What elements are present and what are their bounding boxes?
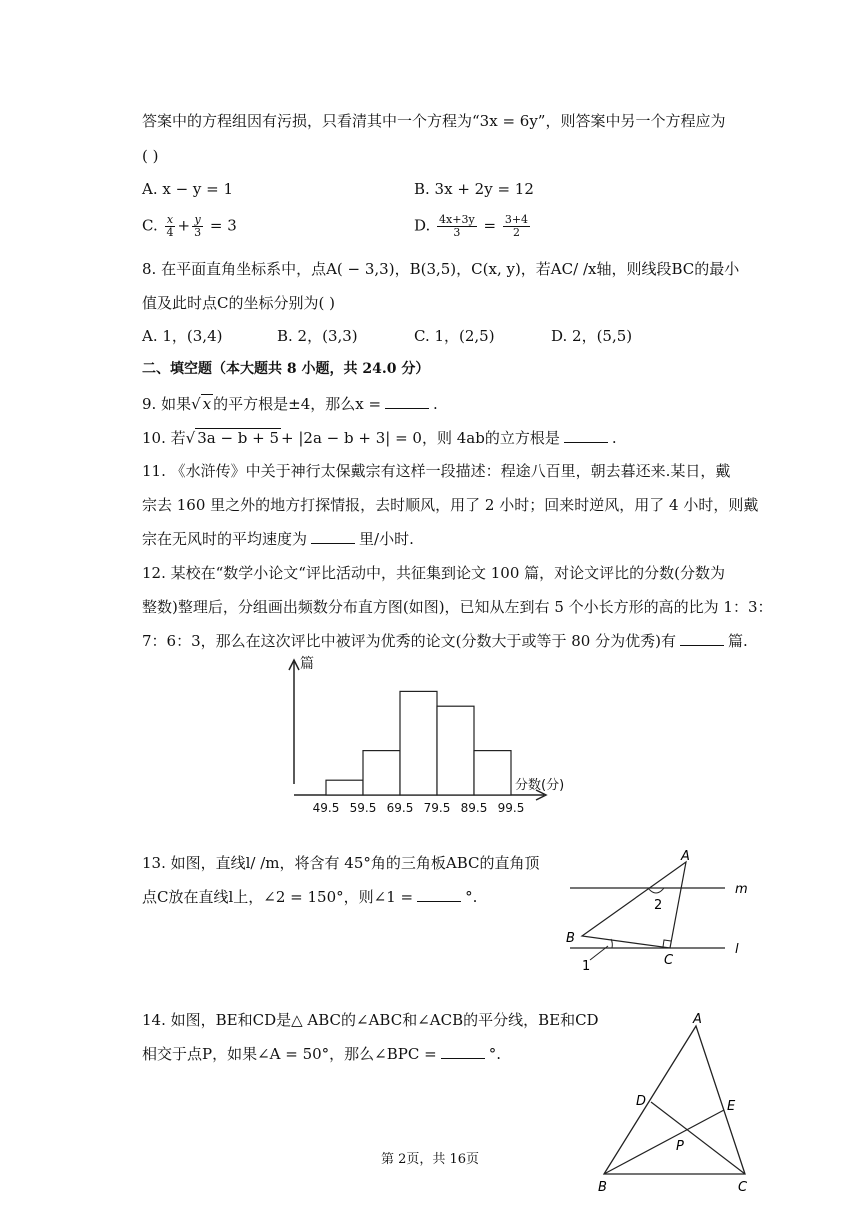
q7-option-d-eq: =	[483, 216, 497, 235]
q7-line1: 答案中的方程组因有污损，只看清其中一个方程为“3x = 6y”，则答案中另一个方程应为	[142, 112, 726, 130]
q13-line1: 13. 如图，直线l/ /m，将含有 45°角的三角板ABC的直角顶	[142, 854, 540, 872]
label-b: B	[598, 1180, 607, 1195]
q8-line2: 值及此时点C的坐标分别为( )	[142, 294, 335, 312]
label-1: 1	[582, 959, 591, 973]
histogram-bar-3	[400, 691, 437, 795]
q10-pre: 10. 若	[142, 429, 186, 447]
q13-line2	[142, 886, 477, 908]
q13-answer-blank	[417, 887, 461, 902]
q7-option-c-tail: = 3	[209, 216, 237, 235]
q11-line3-pre: 宗在无风时的平均速度为	[142, 530, 308, 548]
x-axis-label: 分数(分)	[515, 778, 565, 793]
triangle-abc	[582, 862, 686, 948]
q9-post: 的平方根是±4，那么x =	[213, 395, 382, 413]
frequency-histogram	[282, 652, 582, 822]
q11-line2: 宗去 160 里之外的地方打探情报，去时顺风，用了 2 小时；回来时逆风，用了 4 小时，则戴	[142, 496, 759, 514]
label-a: A	[681, 849, 690, 864]
histogram-bar-1	[326, 780, 363, 795]
fraction-4x3y-3: $\frac{4x+3y}{3}$	[439, 213, 475, 239]
x-tick-label: 59.5	[349, 801, 377, 815]
q8-option-c: C. 1，(2,5)	[414, 327, 495, 345]
histogram-bar-4	[437, 706, 474, 795]
x-tick-label: 49.5	[312, 801, 340, 815]
label-a: A	[693, 1012, 702, 1027]
q7-option-a: A. x − y = 1	[142, 180, 234, 198]
q9-answer-blank	[385, 394, 429, 409]
x-tick-label: 89.5	[460, 801, 488, 815]
q8-option-d: D. 2，(5,5)	[551, 327, 633, 345]
q11-line3	[142, 528, 414, 550]
q8-option-b: B. 2，(3,3)	[277, 327, 358, 345]
q9-end: .	[433, 395, 438, 413]
q13-line2-post: °.	[465, 888, 478, 906]
q9: 9. 如果√ x 的平方根是±4，那么x = .	[142, 395, 438, 413]
q11-line3-post: 里/小时.	[359, 530, 414, 548]
label-b: B	[566, 931, 575, 946]
q7-option-c-label: C.	[142, 216, 158, 235]
q11-answer-blank	[311, 529, 355, 544]
fraction-34-2: $\frac{3+4}{2}$	[504, 213, 529, 239]
q12-line3	[142, 630, 748, 652]
label-p: P	[676, 1139, 684, 1154]
q7-option-c: C. $\frac{x}{4}$ + $\frac{y}{3}$ = 3	[142, 213, 237, 239]
q7-option-d-label: D.	[414, 216, 431, 235]
angle-2-arc	[648, 888, 664, 893]
q12-line1: 12. 某校在“数学小论文“评比活动中，共征集到论文 100 篇，对论文评比的分数(分数为	[142, 564, 725, 582]
q8-option-a: A. 1，(3,4)	[142, 327, 223, 345]
q7-line2: ( )	[142, 147, 159, 165]
x-tick-label: 79.5	[423, 801, 451, 815]
q7-option-d	[414, 214, 532, 239]
q9-pre: 9. 如果	[142, 395, 192, 413]
x-tick-label: 69.5	[386, 801, 414, 815]
q9-radicand: x	[202, 395, 212, 413]
q14-answer-blank	[441, 1044, 485, 1059]
q14-line2-post: °.	[488, 1045, 501, 1063]
q12-answer-blank	[680, 631, 724, 646]
label-c: C	[738, 1180, 748, 1195]
label-e: E	[727, 1099, 736, 1114]
label-2: 2	[654, 898, 663, 913]
q13-line2-pre: 点C放在直线l上，∠2 = 150°，则∠1 =	[142, 888, 414, 906]
page-footer: 第 2页，共 16页	[380, 1152, 480, 1167]
q10: 10. 若√ 3a − b + 5 + |2a − b + 3| = 0，则 4ab的立方根是 .	[142, 429, 617, 447]
q10-radicand: 3a − b + 5	[197, 429, 280, 447]
q14-line1: 14. 如图，BE和CD是△ ABC的∠ABC和∠ACB的平分线，BE和CD	[142, 1011, 599, 1029]
histogram-bar-5	[474, 751, 511, 795]
q14-line2-pre: 相交于点P，如果∠A = 50°，那么∠BPC =	[142, 1045, 437, 1063]
triangle-bisector-figure	[590, 1006, 760, 1211]
q8-line1: 8. 在平面直角坐标系中，点A( − 3,3)，B(3,5)，C(x, y)，若AC/ /x轴，则线段BC的最小	[142, 260, 740, 278]
parallel-lines-figure	[560, 848, 760, 973]
q7-option-b: B. 3x + 2y = 12	[414, 180, 534, 198]
histogram-bar-2	[363, 751, 400, 795]
q14-line2	[142, 1043, 501, 1065]
q10-post: + |2a − b + 3| = 0，则 4ab的立方根是	[281, 429, 560, 447]
fraction-x-4: $\frac{x}{4}$	[166, 213, 174, 239]
q10-answer-blank	[564, 428, 608, 443]
q12-line3-pre: 7：6：3，那么在这次评比中被评为优秀的论文(分数大于或等于 80 分为优秀)有	[142, 632, 676, 650]
q11-line1: 11. 《水浒传》中关于神行太保戴宗有这样一段描述：程途八百里，朝去暮还来.某日，戴	[142, 462, 731, 480]
section-title: 二、填空题（本大题共 8 小题，共 24.0 分）	[142, 361, 430, 377]
label-c: C	[664, 953, 674, 968]
label-m: m	[735, 882, 748, 897]
label-d: D	[636, 1094, 647, 1109]
x-tick-label: 99.5	[497, 801, 525, 815]
q10-end: .	[611, 429, 617, 447]
y-axis-label: 篇	[300, 656, 314, 672]
fraction-y-3: $\frac{y}{3}$	[194, 213, 202, 239]
label-l: l	[735, 942, 739, 957]
q12-line3-post: 篇.	[727, 632, 748, 650]
q12-line2: 整数)整理后，分组画出频数分布直方图(如图)，已知从左到右 5 个小长方形的高的比为 1：3：	[142, 598, 773, 616]
